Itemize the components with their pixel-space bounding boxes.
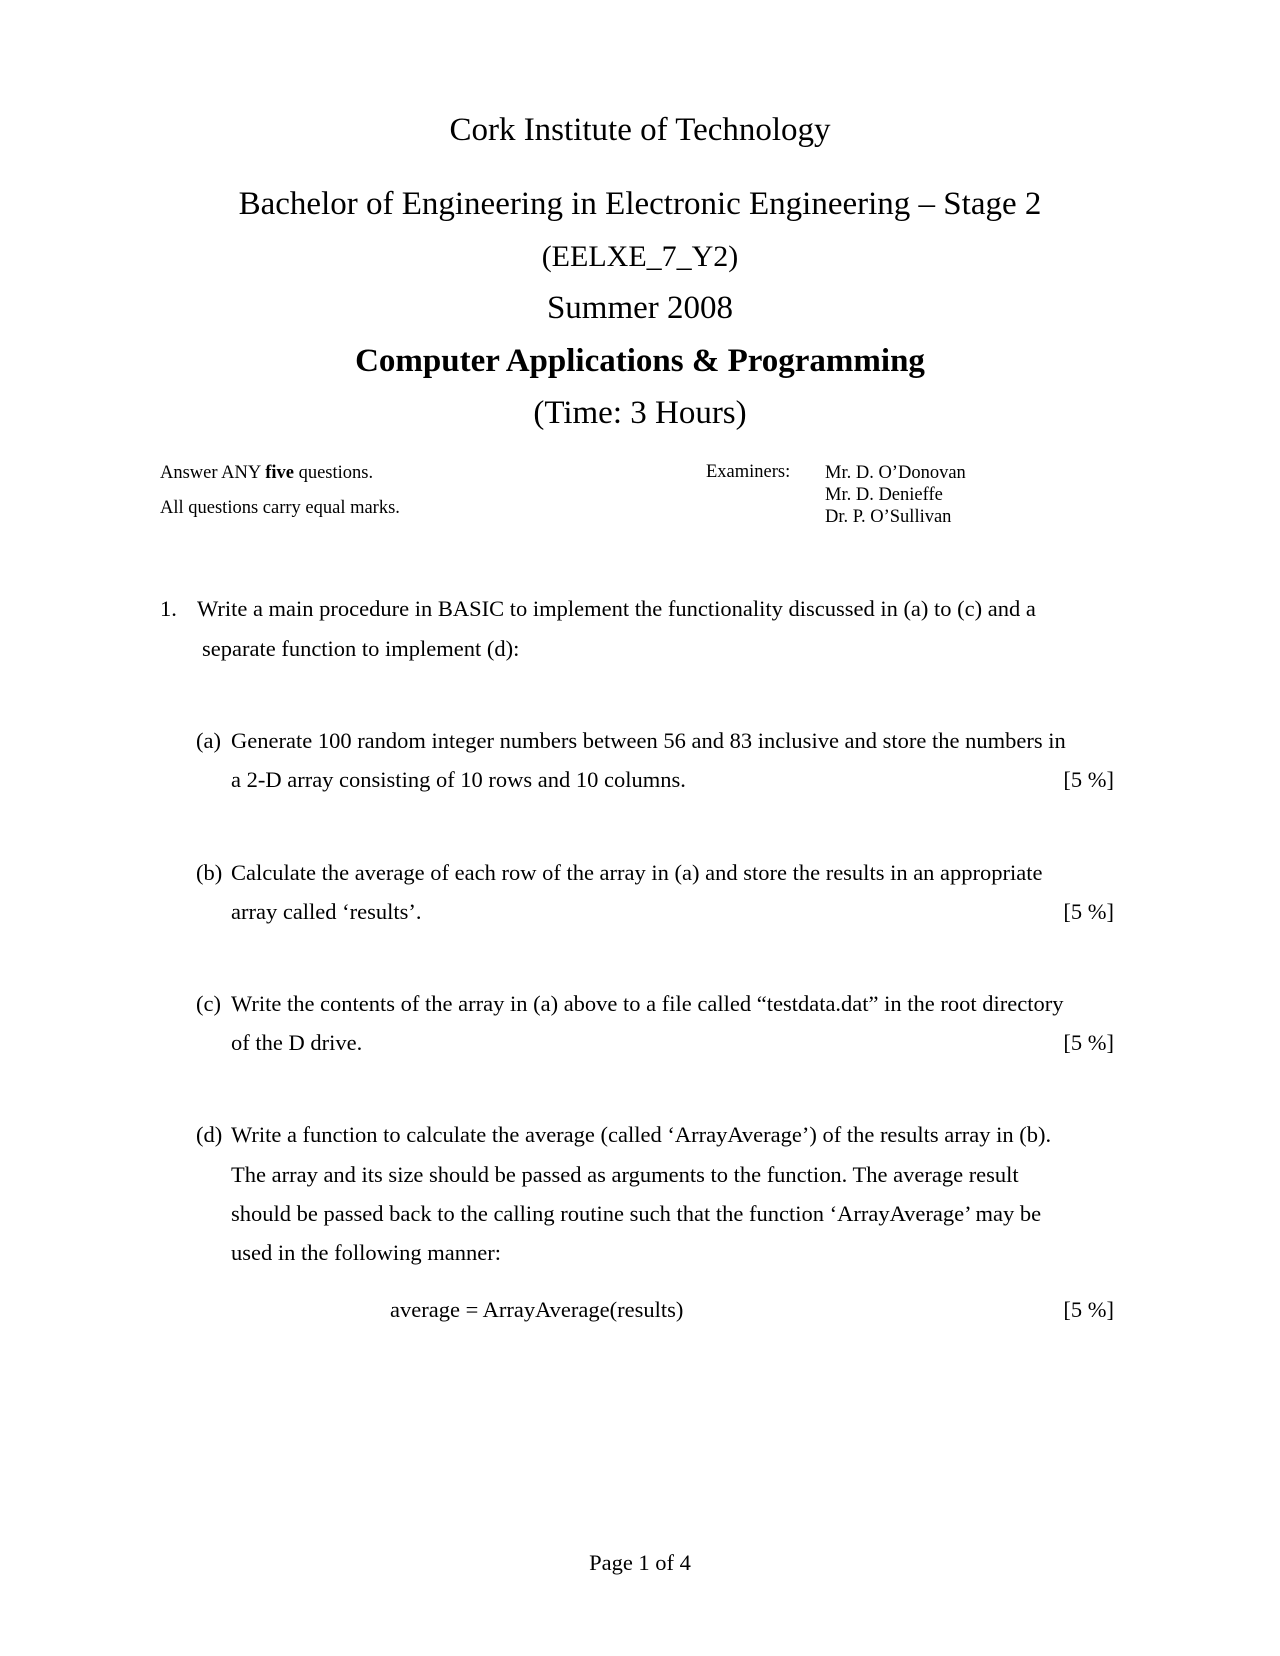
- examiners-label: Examiners:: [706, 462, 791, 482]
- instruction-answer-suffix: questions.: [293, 463, 374, 483]
- part-b-line: array called ‘results’.: [231, 899, 422, 924]
- question-intro-line: separate function to implement (d):: [202, 636, 520, 661]
- part-b-mark: [5 %]: [1063, 899, 1114, 924]
- question-number: 1.: [160, 596, 177, 621]
- part-d-code-example: average = ArrayAverage(results): [390, 1297, 684, 1322]
- instruction-answer-five: five: [265, 463, 294, 483]
- programme-title: Bachelor of Engineering in Electronic Engineering – Stage 2: [238, 186, 1042, 222]
- part-c-line: of the D drive.: [231, 1030, 363, 1055]
- page-number: Page 1 of 4: [589, 1550, 691, 1575]
- institution-name: Cork Institute of Technology: [449, 112, 831, 148]
- part-c-mark: [5 %]: [1063, 1030, 1114, 1055]
- part-d-line: should be passed back to the calling routine such that the function ‘ArrayAverage’ may be: [231, 1201, 1042, 1226]
- part-a-line: Generate 100 random integer numbers between 56 and 83 inclusive and store the numbers in: [231, 728, 1066, 753]
- exam-session: Summer 2008: [546, 290, 734, 326]
- part-d-line: Write a function to calculate the average (called ‘ArrayAverage’) of the results array in (b).: [231, 1122, 1052, 1147]
- part-c-line: Write the contents of the array in (a) above to a file called “testdata.dat” in the root directory: [231, 991, 1064, 1016]
- part-a-label: (a): [196, 728, 221, 753]
- part-d-line: used in the following manner:: [231, 1240, 501, 1265]
- part-a-line: a 2-D array consisting of 10 rows and 10 columns.: [231, 767, 686, 792]
- instruction-answer-any: ANY: [221, 463, 261, 483]
- part-a-mark: [5 %]: [1063, 767, 1114, 792]
- exam-duration: (Time: 3 Hours): [533, 395, 747, 431]
- part-b-label: (b): [196, 860, 223, 885]
- examiner-name: Mr. D. O’Donovan: [825, 463, 966, 483]
- instruction-answer-prefix: Answer: [160, 463, 222, 483]
- part-b-line: Calculate the average of each row of the array in (a) and store the results in an appropriate: [231, 860, 1043, 885]
- course-code: (EELXE_7_Y2): [541, 240, 739, 273]
- instruction-answer: [160, 463, 373, 484]
- instruction-equal-marks: All questions carry equal marks.: [160, 498, 400, 518]
- part-d-label: (d): [196, 1122, 223, 1147]
- question-intro-line: Write a main procedure in BASIC to implement the functionality discussed in (a) to (c) and a: [197, 596, 1036, 621]
- part-c-label: (c): [196, 991, 221, 1016]
- examiner-name: Mr. D. Denieffe: [825, 485, 943, 505]
- examiners-list: [825, 462, 966, 528]
- part-d-mark: [5 %]: [1063, 1297, 1114, 1322]
- subject-title: Computer Applications & Programming: [355, 343, 925, 379]
- part-d-line: The array and its size should be passed as arguments to the function. The average result: [231, 1162, 1019, 1187]
- examiner-name: Dr. P. O’Sullivan: [825, 507, 952, 527]
